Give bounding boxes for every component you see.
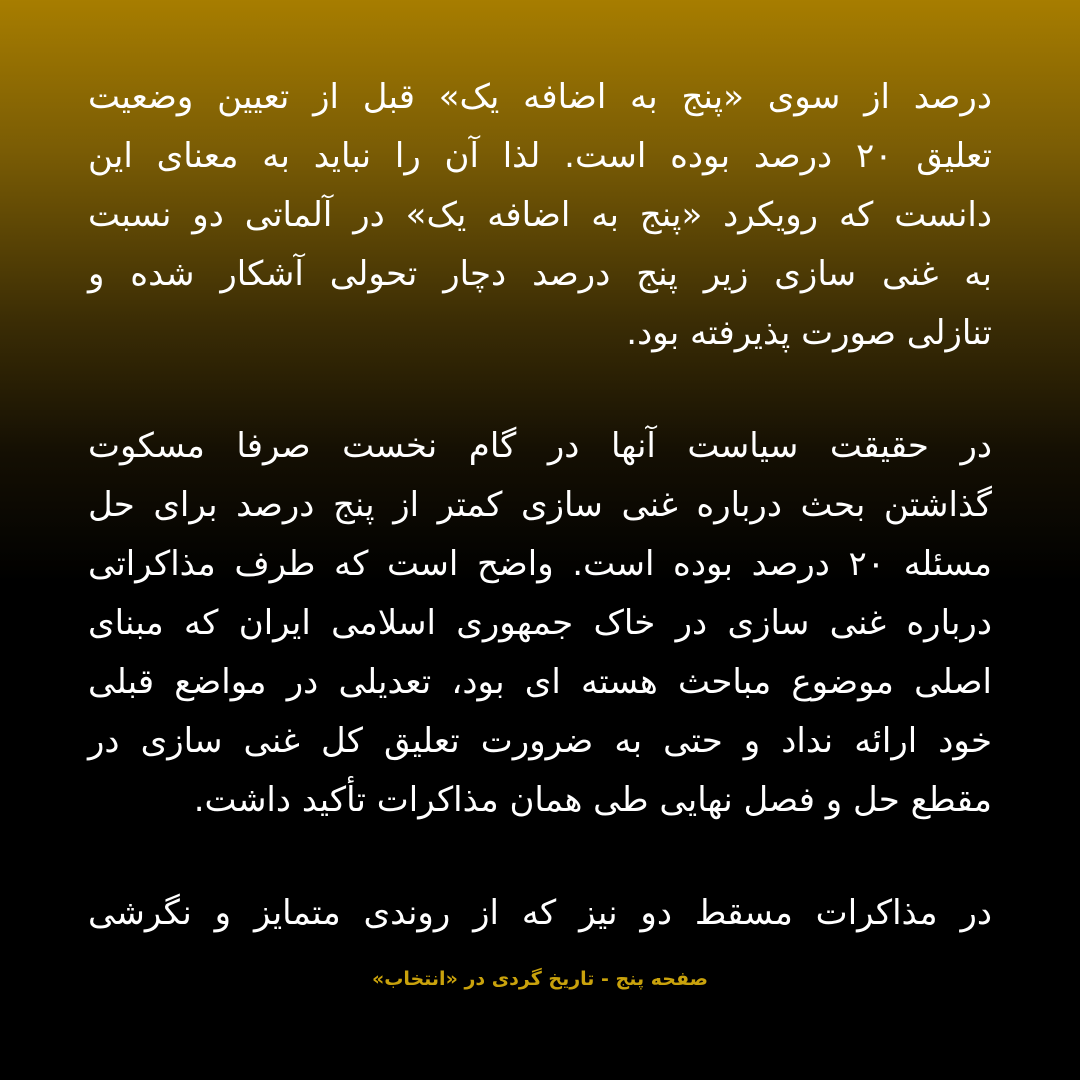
text-line: گذاشتن بحث درباره غنی سازی کمتر از پنج درصد برای حل (88, 485, 992, 525)
text-line: درباره غنی سازی در خاک جمهوری اسلامی ایران که مبنای (88, 603, 992, 643)
text-line: مقطع حل و فصل نهایی طی همان مذاکرات تأکید داشت. (193, 780, 992, 820)
article-body (88, 68, 992, 997)
paragraph-3 (88, 884, 992, 943)
text-line: به غنی سازی زیر پنج درصد دچار تحولی آشکار شده و (88, 254, 992, 294)
text-line: دانست که رویکرد «پنج به اضافه یک» در آلماتی دو نسبت (88, 195, 992, 235)
paragraph-2 (88, 417, 992, 830)
text-line: خود ارائه نداد و حتی به ضرورت تعلیق کل غنی سازی در (88, 721, 992, 761)
text-line: تعلیق ۲۰ درصد بوده است. لذا آن را نباید به معنای این (88, 136, 992, 176)
text-line: تنازلی صورت پذیرفته بود. (626, 313, 992, 353)
text-line: اصلی موضوع مباحث هسته ای بود، تعدیلی در مواضع قبلی (88, 662, 992, 702)
page-caption: صفحه پنج - تاریخ گردی در «انتخاب» (371, 968, 709, 990)
text-line: مسئله ۲۰ درصد بوده است. واضح است که طرف مذاکراتی (88, 544, 992, 584)
text-line: درصد از سوی «پنج به اضافه یک» قبل از تعیین وضعیت (88, 77, 992, 117)
text-line: در حقیقت سیاست آنها در گام نخست صرفا مسکوت (88, 426, 992, 466)
text-line: در مذاکرات مسقط دو نیز که از روندی متمایز و نگرشی (88, 893, 992, 933)
paragraph-1 (88, 68, 992, 363)
